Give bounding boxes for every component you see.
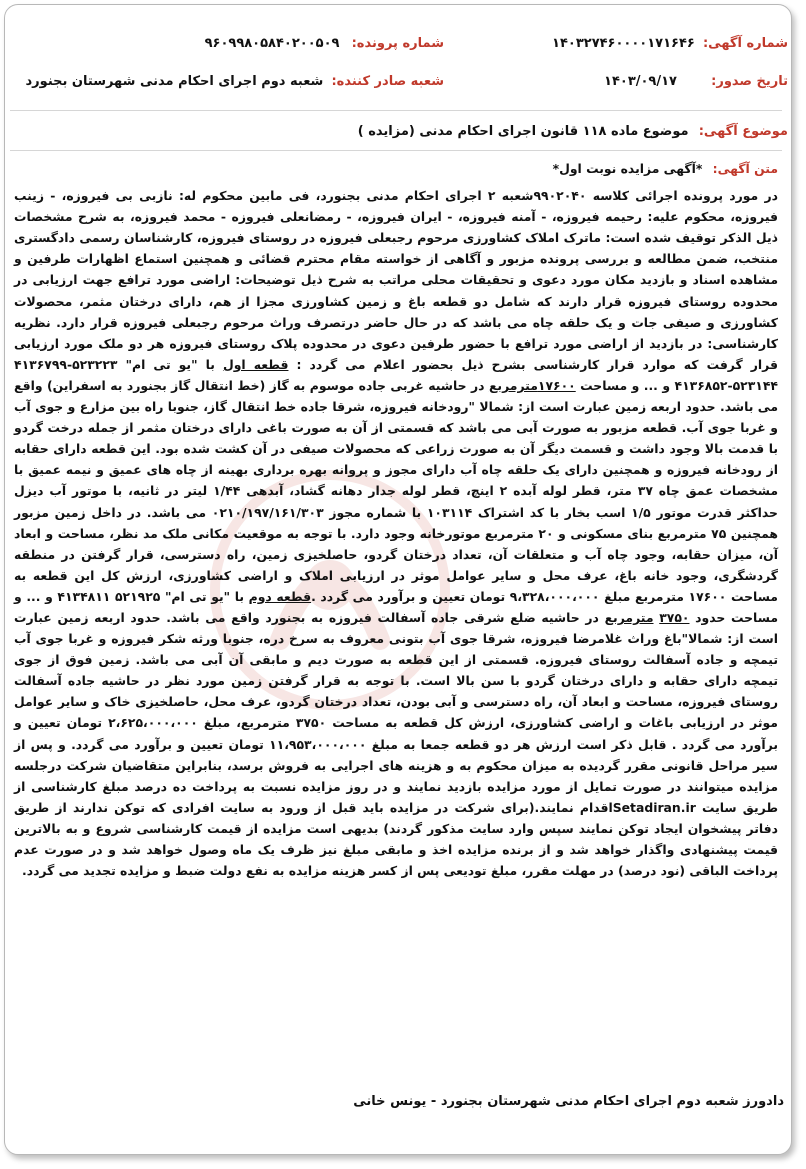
issuer-label: شعبه صادر کننده:	[331, 74, 444, 89]
issue-date: ۱۴۰۳/۰۹/۱۷	[604, 74, 677, 89]
notice-number: ۱۴۰۳۲۷۴۶۰۰۰۰۱۷۱۶۴۶	[552, 36, 695, 51]
plot1-unit: مترمربع	[488, 377, 538, 393]
notice-paragraph	[14, 185, 778, 881]
subject-value: موضوع ماده ۱۱۸ قانون اجرای احکام مدنی (مزایده )	[357, 124, 689, 139]
subject-label: موضوع آگهی:	[698, 124, 788, 139]
website-link[interactable]: Setadiran.ir	[612, 799, 696, 815]
issue-date-row	[604, 74, 788, 89]
notice-text-part3: در حاشیه غربی جاده موسوم به گاز (خط انتقال گاز بجنورد به اسفراین) واقع می باشد. حدود اربعه زمین عبارت است از: شمالا "رودخانه فیروزه، شرقا جاده خط انتقال گاز، جنوبا راه بین مزارع و جوی آب و غربا جوی آب. قطعه مزبور به صورت آبی می باشد که قسمتی از آن به صورت باغی دارای درختان مثمر از جمله درخت گردو با قدمت بالا وجود داشت و قسمت دیگر آن به صورت زراعی که محصولات صیفی در آن کشت شده بود. این قطعه دارای حقابه از رودخانه فیروزه و همچنین دارای یک حلقه چاه آب دارای مجوز و پروانه بهره برداری بهینه از چاه های عمیق و نیمه عمیق با مشخصات عمق چاه ۳۷ متر، قطر لوله آبده ۲ اینچ، قطر لوله جدار دهانه گشاد، آبدهی ۱/۴۴ لیتر در ثانیه، با موتور آب دیزل حداکثر قدرت موتور ۱/۵ اسب بخار با کد اشتراک ۱۰۳۱۱۴ با شماره مجوز ۰۲۱۰/۱۹۷/۱۶۱/۳۰۳ می باشد. در داخل زمین مزبور همچنین ۷۵ مترمربع بنای مسکونی و ۲۰ مترمربع موتورخانه وجود دارد. با توجه به موقعیت مکانی ملک مد نظر، مساحت و ابعاد آن، میزان حقابه، وجود چاه آب و متعلقات آن، تعداد درختان گردو، حاصلخیزی زمین، راه دسترسی، قرار گرفتن در منطقه گردشگری، وجود خانه باغ، عرف محل و سایر عوامل موثر در ارزیابی املاک و اراضی کشاورزی، ارزش کل این قطعه به مساحت ۱۷۶۰۰ مترمربع مبلغ ۹،۳۲۸،۰۰۰،۰۰۰ تومان تعیین و برآورد می گردد .	[14, 377, 778, 604]
case-number-label: شماره پرونده:	[351, 36, 444, 51]
notice-body	[14, 158, 778, 887]
notice-text-part6: اقدام نمایند.(برای شرکت در مزایده باید قبل از ورود به سایت افرادی که توکن ندارند از طریق دفاتر پیشخوان ایجاد توکن نمایند سپس وارد سایت مذکور گردند) بدیهی است مزایده از قیمت کارشناسی شروع و به بالاترین قیمت پیشنهادی واگذار خواهد شد و از برنده مزایده اخذ و مابقی مبلغ نیز ظرف یک ماه وصول خواهد شد و در صورت عدم پرداخت الباقی (نود درصد) در مهلت مقرر، مبلغ تودیعی پس از کسر هزینه مزایده به نفع دولت ضبط و مزایده تجدید می گردد.	[14, 799, 778, 879]
case-number-row	[205, 36, 444, 51]
notice-text-part1: در مورد پرونده اجرائی کلاسه ۹۹۰۲۰۴۰شعبه ۲ اجرای احکام مدنی بجنورد، فی مابین محکوم له: نازبی بی فیروزه، - زینب فیروزه، محکوم علیه: رحیمه فیروزه، - آمنه فیروزه، - ایران فیروزه، - رمضانعلی فیروزه - محمد فیروزه، به شرح مشخصات ذیل الذکر توقیف شده است: ماترک املاک کشاورزی مرحوم رجبعلی فیروزه در روستای فیروزه، کارشناسان رسمی دادگستری منتخب، ضمن مطالعه و بررسی پرونده مزبور و آگاهی از خواسته مقام محترم قضائی و همچنین استماع اظهارات طرفین و مشاهده اسناد و بازدید مکان مورد دعوی و تحقیقات محلی مراتب به شرح ذیل توضیحات: اراضی مورد ترافع جهت ارزیابی در محدوده روستای فیروزه قرار دارند که شامل دو قطعه باغ و زمین کشاورزی مجزا از هم، دارای درختان مثمر، محصولات کشاورزی و صیفی جات و یک حلقه چاه می باشد که در حال حاضر درتصرف وراث مرحوم رجبعلی فیروزه قرار دارد. نظریه کارشناسی: در بازدید از اراضی مورد ترافع با حضور طرفین دعوی در محدوده پلاک روستای فیروزه هر دو ملک مورد ارزیابی قرار گرفت که موارد قرار کارشناسی بشرح ذیل بحضور اعلام می گردد :	[14, 188, 778, 372]
issuer: شعبه دوم اجرای احکام مدنی شهرستان بجنورد	[25, 74, 324, 89]
notice-number-row	[552, 36, 788, 51]
signature: دادورز شعبه دوم اجرای احکام مدنی شهرستان بجنورد - یونس خانی	[353, 1094, 784, 1109]
plot1-area: ۱۷۶۰۰	[537, 377, 576, 393]
subject-row	[358, 124, 788, 139]
issuer-row	[26, 74, 444, 89]
notice-text-part5: در حاشیه ضلع شرقی جاده آسفالت فیروزه به بجنورد واقع می باشد. حدود اربعه زمین عبارت است از: شمالا"باغ وراث غلامرضا فیروزه، شرقا جوی آب بتونی معروف به سرخ دره، جنوبا ورثه شکر فیروزه و غربا جوی آب تیمچه و جاده آسفالت روستای فیروزه. قسمتی از این قطعه به صورت دیم و مابقی آن آبی می باشد. زمین فوق از جوی تیمچه دارای حقابه و دارای درختان گردو با سن بالا است. با توجه به قرار گرفتن زمین مورد نظر در حاشیه جاده آسفالت روستای فیروزه، مساحت و ابعاد آن، راه دسترسی و آبی بودن، تعداد درختان گردو، عرف محل، حاصلخیزی خاک و سایر عوامل موثر در ارزیابی باغات و اراضی کشاورزی، ارزش کل قطعه به مساحت ۳۷۵۰ مترمربع، مبلغ ۲،۶۲۵،۰۰۰،۰۰۰ تومان تعیین و برآورد می گردد . قابل ذکر است ارزش هر دو قطعه جمعا به مبلغ ۱۱،۹۵۳،۰۰۰،۰۰۰ تومان تعیین و برآورد می گردد. و پس از سیر مراحل قانونی مقرر گردیده به میزان محکوم به و هزینه های اجرایی به فروش برسد، بنابراین متقاضیان شرکت درجلسه مزایده میتوانند در صورت تمایل از مورد مزایده بازدید نمایند و در روز مزایده نسبت به پرداخت ده درصد مبلغ کارشناسی از طریق سایت	[14, 609, 779, 815]
plot2-area: ۳۷۵۰	[659, 609, 690, 625]
header-divider	[10, 110, 782, 111]
plot2-unit: مترمربع	[604, 609, 654, 625]
notice-headline: *آگهی مزایده نوبت اول*	[552, 161, 703, 176]
notice-heading	[14, 158, 778, 179]
plot1-label: قطعه اول	[222, 356, 289, 372]
plot2-label: قطعه دوم	[248, 588, 312, 604]
subject-divider	[10, 150, 782, 151]
notice-text-part2: با "یو تی ام" ۵۲۳۲۲۳-۴۱۳۶۷۹۹ ۵۲۳۱۴۴-۴۱۳۶۸۵۲ و ... و مساحت	[14, 356, 778, 393]
issue-date-label: تاریخ صدور:	[711, 74, 788, 89]
notice-number-label: شماره آگهی:	[702, 36, 788, 51]
notice-text-part4: با "یو تی ام" ۵۲۱۹۲۵ ۴۱۳۴۸۱۱ و ... و مساحت حدود	[14, 588, 778, 625]
notice-text-label: متن آگهی:	[712, 161, 778, 176]
case-number: ۹۶۰۹۹۸۰۵۸۴۰۲۰۰۵۰۹	[204, 36, 340, 51]
